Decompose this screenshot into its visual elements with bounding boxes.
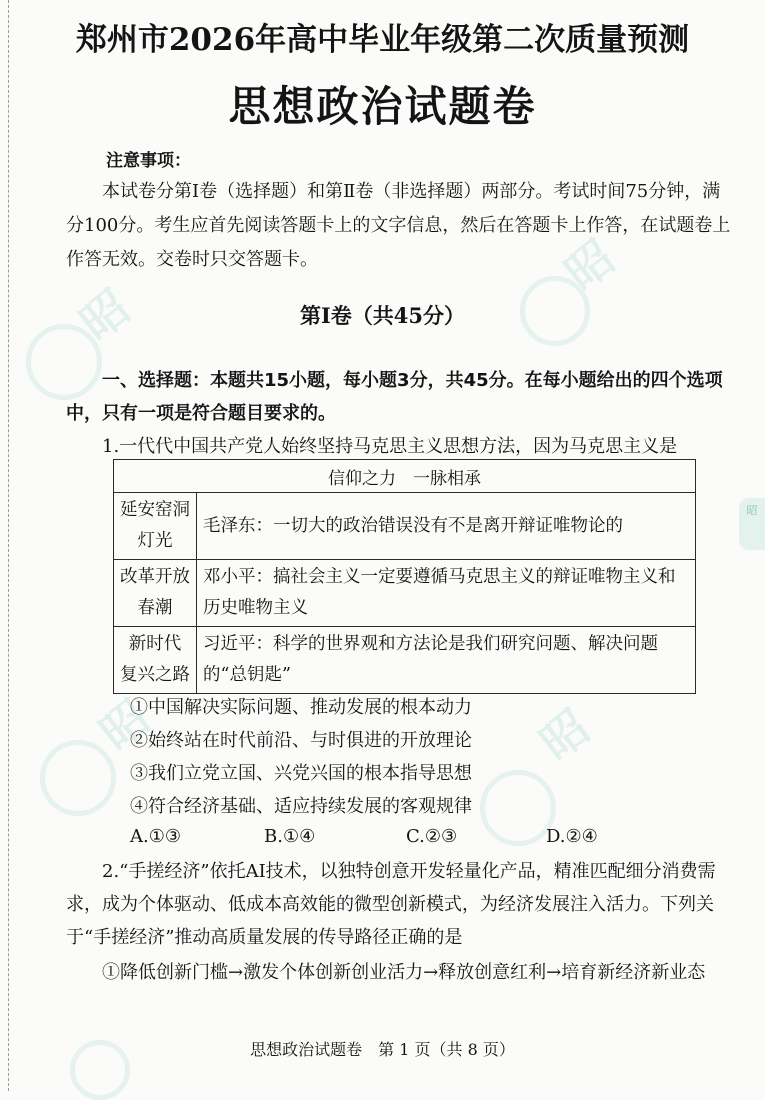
watermark-brand-mark: 昭 <box>90 689 160 761</box>
watermark-brand-mark: 昭 <box>530 699 600 771</box>
table-quote-cell: 邓小平：搞社会主义一定要遵循马克思主义的辩证唯物主义和历史唯物主义 <box>197 560 696 627</box>
option-item: ④符合经济基础、适应持续发展的客观规律 <box>130 796 472 817</box>
table-era-cell <box>114 493 197 560</box>
era-label-line2: 灯光 <box>137 531 173 551</box>
watermark-logo-icon <box>40 740 116 816</box>
question-1-table <box>113 459 696 694</box>
table-row <box>114 560 696 627</box>
era-label-line2: 复兴之路 <box>120 665 190 685</box>
era-label-line2: 春潮 <box>137 598 173 618</box>
table-row <box>114 493 696 560</box>
table-row <box>114 627 696 694</box>
section-instruction: 一、选择题：本题共15小题，每小题3分，共45分。在每小题给出的四个选项中，只有一项是符合题目要求的。 <box>66 370 723 424</box>
option-item: ②始终站在时代前沿、与时俱进的开放理论 <box>130 730 472 751</box>
exam-subject-title: 思想政治试题卷 <box>228 82 537 131</box>
table-era-cell <box>114 560 197 627</box>
watermark-brand-mark: 昭 <box>555 229 625 301</box>
era-label-line1: 延安窑洞 <box>120 500 190 520</box>
notice-body: 本试卷分第Ⅰ卷（选择题）和第Ⅱ卷（非选择题）两部分。考试时间75分钟，满分100分。考生应首先阅读答题卡上的文字信息，然后在答题卡上作答，在试题卷上作答无效。交卷时只交答题卡。 <box>66 181 731 270</box>
binding-dashed-line <box>8 0 9 1091</box>
section-title: 第Ⅰ卷（共45分） <box>299 303 466 328</box>
table-header: 信仰之力 一脉相承 <box>114 460 696 493</box>
option-item: ③我们立党立国、兴党兴国的根本指导思想 <box>130 763 472 784</box>
choice-a: A.①③ <box>130 826 181 847</box>
era-label-line1: 改革开放 <box>120 567 190 587</box>
side-brand-logo-icon: 昭 <box>739 498 765 550</box>
era-label-line1: 新时代 <box>128 634 182 654</box>
table-era-cell <box>114 627 197 694</box>
question-1-stem: 1.一代代中国共产党人始终坚持马克思主义思想方法，因为马克思主义是 <box>102 436 678 457</box>
choice-b: B.①④ <box>264 826 316 847</box>
choice-d: D.②④ <box>546 826 598 847</box>
watermark-logo-icon <box>480 770 556 846</box>
page-footer: 思想政治试题卷 第 1 页（共 8 页） <box>250 1040 515 1059</box>
question-2-stem: 2.“手搓经济”依托AI技术，以独特创意开发轻量化产品，精准匹配细分消费需求，成为个体驱动、低成本高效能的微型创新模式，为经济发展注入活力。下列关于“手搓经济”推动高质量发展的传导路径正确的是 <box>66 861 716 948</box>
table-quote-cell: 习近平：科学的世界观和方法论是我们研究问题、解决问题的“总钥匙” <box>197 627 696 694</box>
choice-c: C.②③ <box>406 826 458 847</box>
table-quote-cell: 毛泽东：一切大的政治错误没有不是离开辩证唯物论的 <box>197 493 696 560</box>
watermark-brand-mark: 昭 <box>70 279 140 351</box>
notice-heading: 注意事项： <box>106 151 191 171</box>
exam-title: 郑州市2026年高中毕业年级第二次质量预测 <box>75 22 690 58</box>
option-item: ①中国解决实际问题、推动发展的根本动力 <box>130 697 472 718</box>
question-2-option-1: ①降低创新门槛→激发个体创新创业活力→释放创意红利→培育新经济新业态 <box>102 962 706 983</box>
